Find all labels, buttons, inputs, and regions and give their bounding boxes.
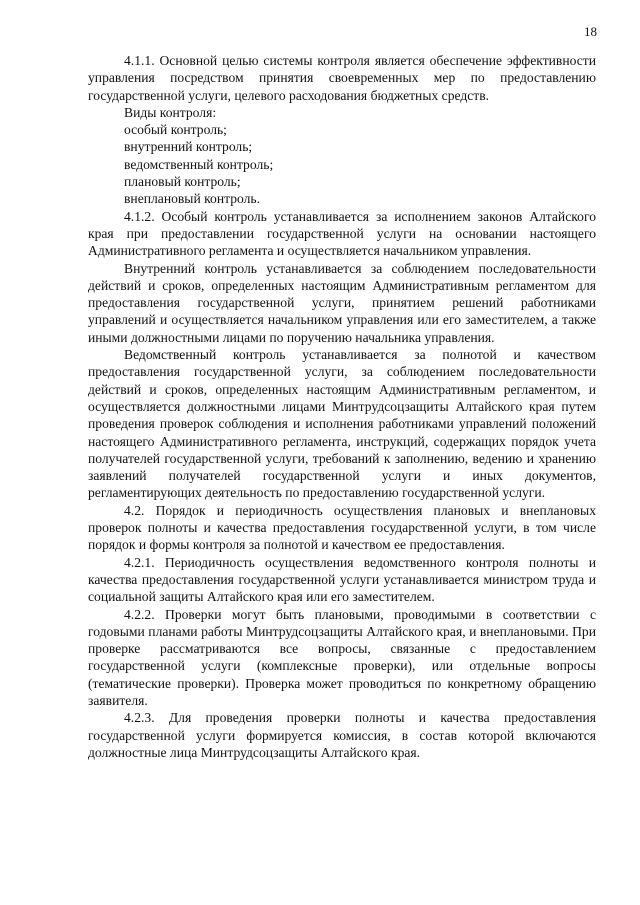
paragraph-4-1-2: 4.1.2. Особый контроль устанавливается за исполнением законов Алтайского края при предоставлении государственной услуги на основании настоящего Административного регламента и осуществляется начальником управления.: [88, 208, 596, 259]
paragraph-4-2-1: 4.2.1. Периодичность осуществления ведомственного контроля полноты и качества предоставления государственной услуги устанавливается министром труда и социальной защиты Алтайского края или его заместителем.: [88, 554, 596, 605]
control-type-item: внеплановый контроль.: [124, 191, 261, 207]
paragraph-4-1-1: 4.1.1. Основной целью системы контроля является обеспечение эффективности управления посредством принятия своевременных мер по предоставлению государственной услуги, целевого расходования бюджетных средств.: [88, 53, 596, 103]
page-number: 18: [584, 24, 597, 39]
control-type-item: плановый контроль;: [124, 174, 241, 190]
paragraph-4-2: 4.2. Порядок и периодичность осуществления плановых и внеплановых проверок полноты и качества предоставления государственной услуги, в том числе порядок и формы контроля за полнотой и качеством ее предоставления.: [88, 502, 596, 553]
control-type-item: ведомственный контроль;: [124, 156, 274, 172]
paragraph-internal-control: Внутренний контроль устанавливается за соблюдением последовательности действий и сроков, определенных настоящим Административным регламентом для предоставления государственной услуги, принятием решений работниками управлений и осуществляется начальником управления или его заместителем, а также иными должностными лицами по поручению начальника управления.: [88, 260, 596, 345]
control-type-item: особый контроль;: [124, 122, 227, 138]
paragraph-4-2-3: 4.2.3. Для проведения проверки полноты и качества предоставления государственной услуги формируется комиссия, в состав которой включаются должностные лица Минтрудсоцзащиты Алтайского края.: [88, 710, 596, 760]
document-body: [88, 52, 596, 761]
paragraph-4-2-2: 4.2.2. Проверки могут быть плановыми, проводимыми в соответствии с годовыми планами работы Минтрудсоцзащиты Алтайского края, и внеплановыми. При проверке рассматриваются все вопросы, связанные с предоставлением государственной услуги (комплексные проверки), или отдельные вопросы (тематические проверки). Проверка может проводиться по конкретному обращению заявителя.: [88, 606, 596, 708]
paragraph-departmental-control: Ведомственный контроль устанавливается за полнотой и качеством предоставления государственной услуги, за соблюдением последовательности действий и сроков, определенных настоящим Административным регламентом, и осуществляется должностными лицами Минтрудсоцзащиты Алтайского края путем проведения проверок соблюдения и исполнения работниками управлений положений настоящего Административного регламента, инструкций, содержащих порядок учета получателей государственной услуги, требований к заполнению, ведению и хранению заявлений получателей государственной услуги и иных документов, регламентирующих деятельность по предоставлению государственной услуги.: [88, 347, 596, 501]
control-types-title: Виды контроля:: [124, 104, 217, 120]
control-type-item: внутренний контроль;: [124, 139, 253, 155]
